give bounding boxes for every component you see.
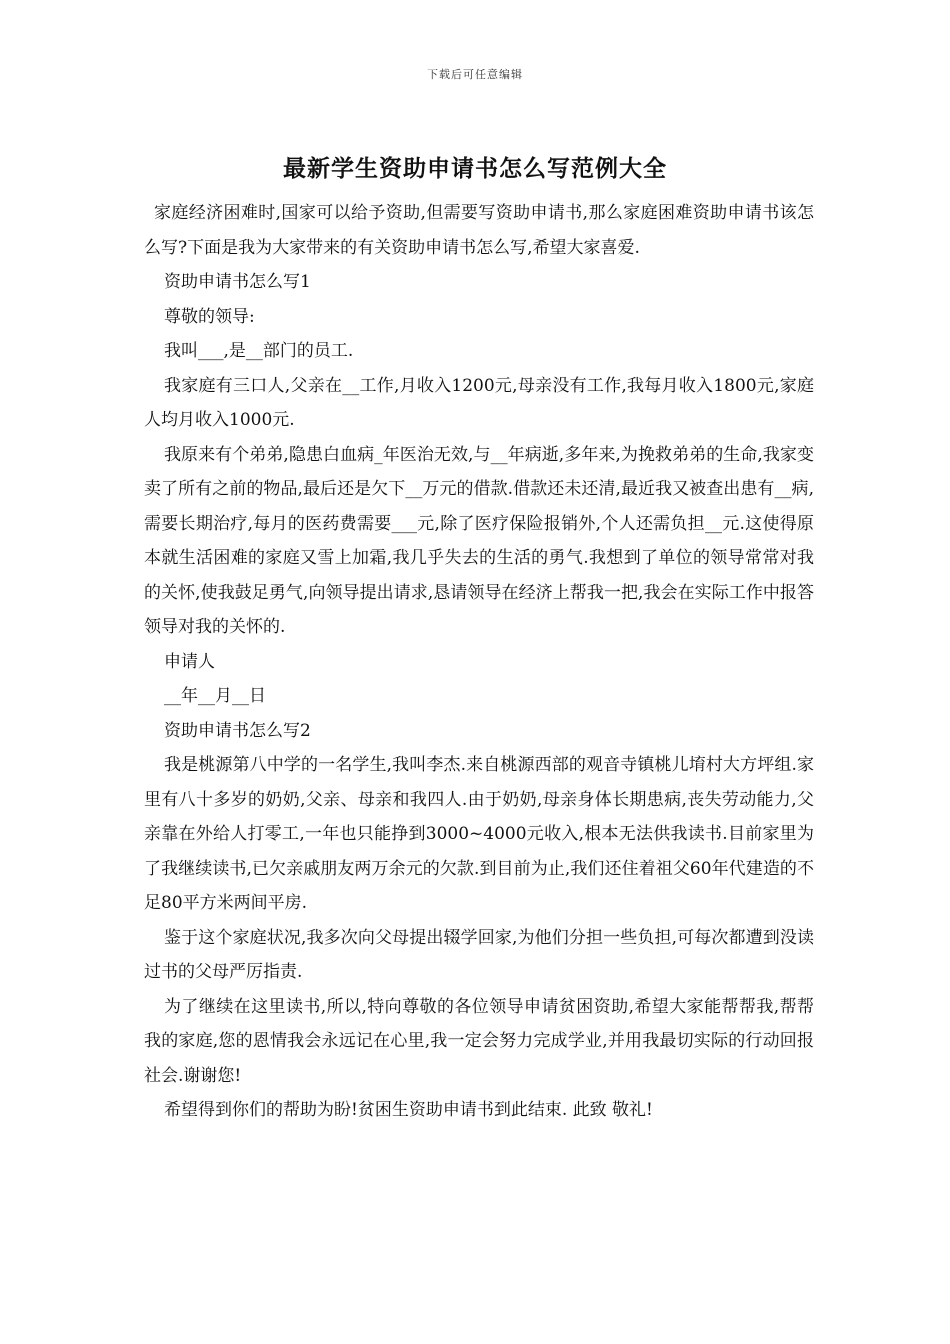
paragraph: 我叫___,是__部门的员工. (164, 341, 354, 361)
paragraph: 我是桃源第八中学的一名学生,我叫李杰.来自桃源西部的观音寺镇桃儿堉村大方坪组.家里有八十多岁的奶奶,父亲、母亲和我四人.由于奶奶,母亲身体长期患病,丧失劳动能力,父亲靠在外给人打零工,一年也只能挣到3000~4000元收入,根本无法供我读书.目前家里为了我继续读书,已欠亲戚朋友两万余元的欠款.到目前为止,我们还住着祖父60年代建造的不足80平方米两间平房. (144, 755, 814, 913)
document-body (144, 196, 814, 1128)
date-line: __年__月__日 (164, 686, 266, 706)
section-heading-1: 资助申请书怎么写1 (164, 272, 311, 292)
paragraph: 我原来有个弟弟,隐患白血病_年医治无效,与__年病逝,多年来,为挽救弟弟的生命,我家变卖了所有之前的物品,最后还是欠下__万元的借款.借款还未还清,最近我又被查出患有__病,需要长期治疗,每月的医药费需要___元,除了医疗保险报销外,个人还需负担__元.这使得原本就生活困难的家庭又雪上加霜,我几乎失去的生活的勇气.我想到了单位的领导常常对我的关怀,使我鼓足勇气,向领导提出请求,恳请领导在经济上帮我一把,我会在实际工作中报答领导对我的关怀的. (144, 444, 814, 637)
paragraph: 为了继续在这里读书,所以,特向尊敬的各位领导申请贫困资助,希望大家能帮帮我,帮帮我的家庭,您的恩情我会永远记在心里,我一定会努力完成学业,并用我最切实际的行动回报社会.谢谢您! (144, 996, 814, 1086)
section-heading-2: 资助申请书怎么写2 (164, 720, 311, 741)
intro-paragraph: 家庭经济困难时,国家可以给予资助,但需要写资助申请书,那么家庭困难资助申请书该怎么写?下面是我为大家带来的有关资助申请书怎么写,希望大家喜爱. (144, 203, 814, 258)
applicant-label: 申请人 (164, 651, 215, 672)
salutation: 尊敬的领导: (164, 306, 255, 327)
document-title: 最新学生资助申请书怎么写范例大全 (283, 155, 667, 182)
closing-paragraph: 希望得到你们的帮助为盼!贫困生资助申请书到此结束. 此致 敬礼! (164, 1100, 653, 1120)
paragraph: 鉴于这个家庭状况,我多次向父母提出辍学回家,为他们分担一些负担,可每次都遭到没读过书的父母严厉指责. (144, 927, 814, 982)
paragraph: 我家庭有三口人,父亲在__工作,月收入1200元,母亲没有工作,我每月收入1800元,家庭人均月收入1000元. (144, 375, 814, 430)
download-note: 下载后可任意编辑 (427, 68, 523, 81)
